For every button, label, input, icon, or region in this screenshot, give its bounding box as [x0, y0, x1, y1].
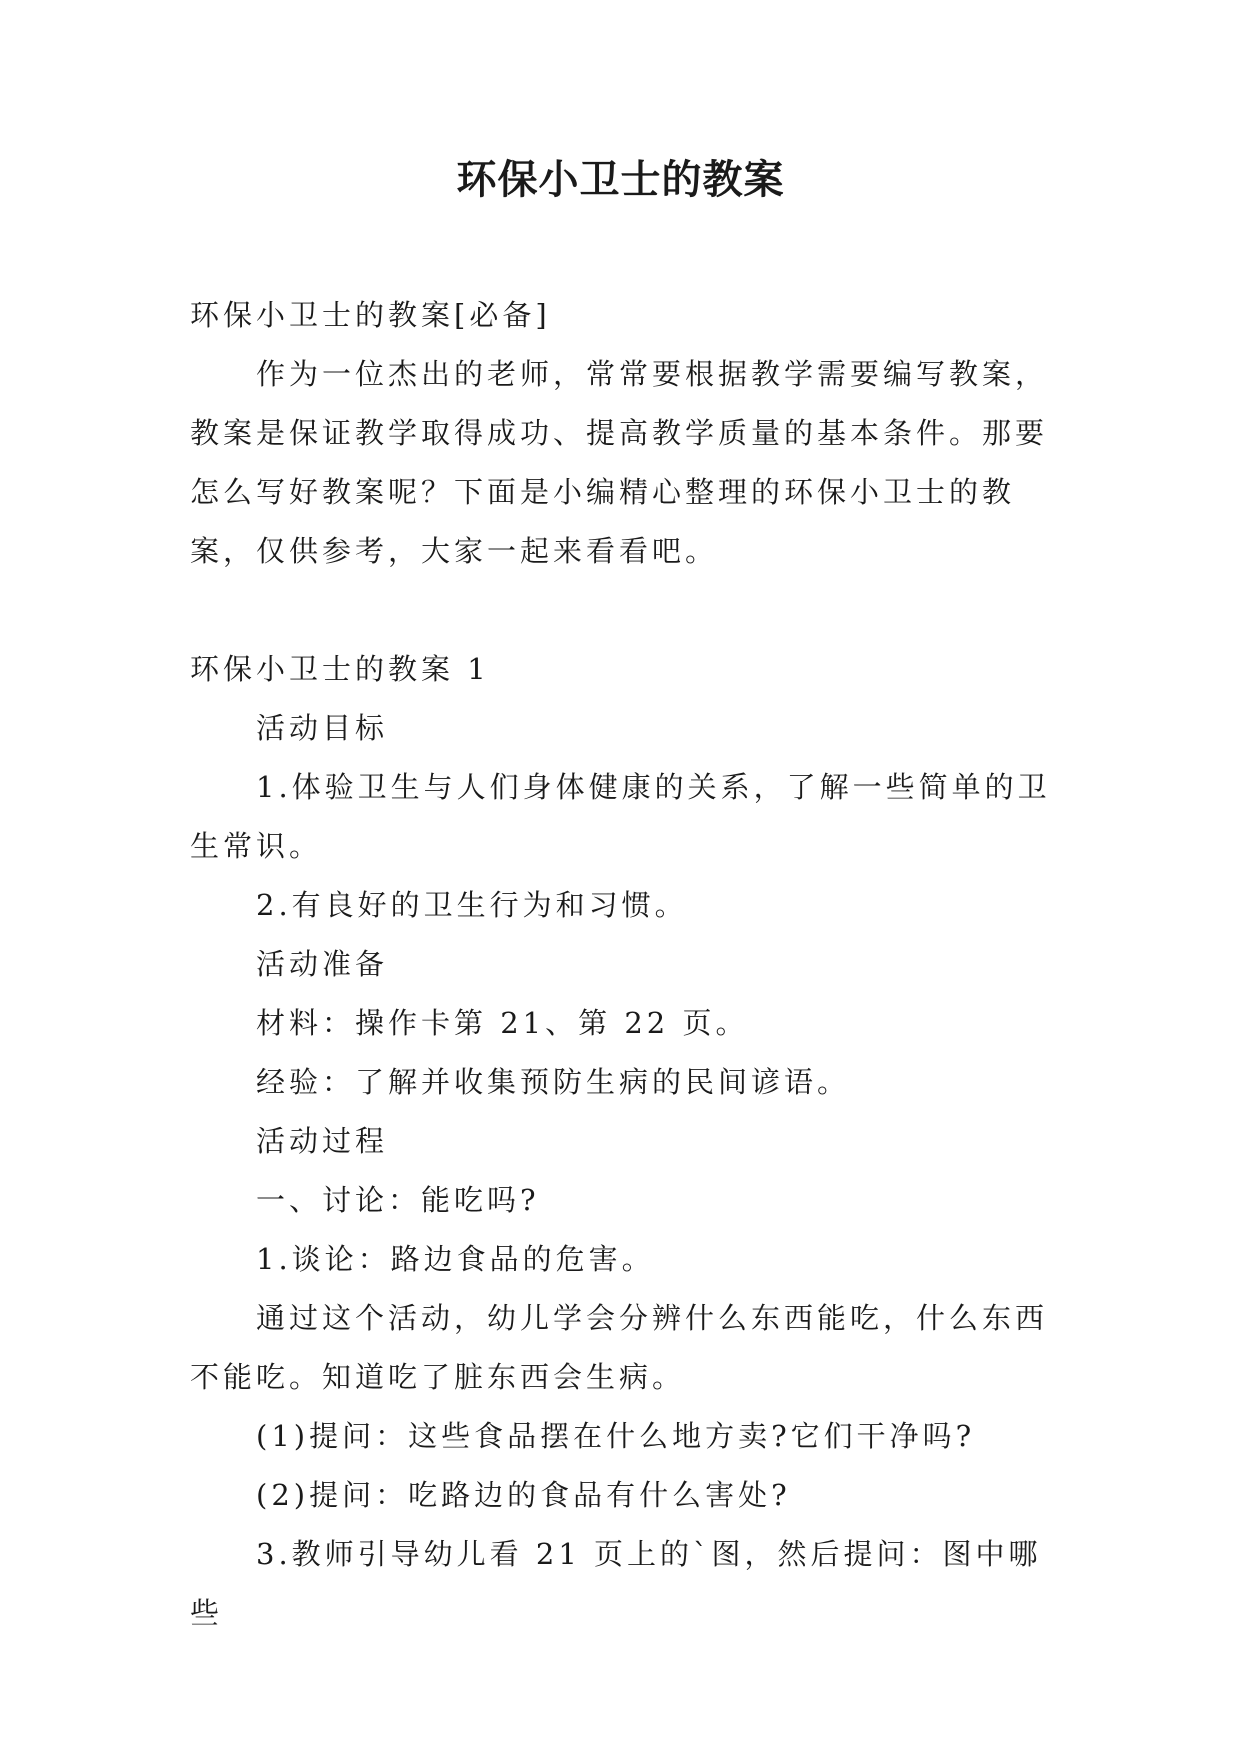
document-body — [190, 286, 1060, 1643]
paragraph: 活动准备 — [256, 947, 389, 981]
section-heading: 环保小卫士的教案 1 — [190, 652, 490, 686]
paragraph: 1.谈论：路边食品的危害。 — [256, 1242, 655, 1276]
intro-paragraph: 作为一位杰出的老师，常常要根据教学需要编写教案，教案是保证教学取得成功、提高教学质量的基本条件。那要怎么写好教案呢？下面是小编精心整理的环保小卫士的教案，仅供参考，大家一起来看看吧。 — [190, 357, 1049, 568]
paragraph: 一、讨论：能吃吗? — [256, 1183, 540, 1217]
document-subtitle: 环保小卫士的教案[必备] — [190, 298, 551, 332]
paragraph: 活动目标 — [256, 711, 389, 745]
paragraph: 经验：了解并收集预防生病的民间谚语。 — [256, 1065, 851, 1099]
paragraph: 1.体验卫生与人们身体健康的关系，了解一些简单的卫生常识。 — [190, 770, 1051, 863]
paragraph: 活动过程 — [256, 1124, 389, 1158]
paragraph: 2.有良好的卫生行为和习惯。 — [256, 888, 688, 922]
paragraph: 材料：操作卡第 21、第 22 页。 — [256, 1006, 749, 1040]
paragraph: (2)提问：吃路边的食品有什么害处? — [256, 1478, 791, 1512]
paragraph: (1)提问：这些食品摆在什么地方卖?它们干净吗? — [256, 1419, 976, 1453]
paragraph: 3.教师引导幼儿看 21 页上的`图，然后提问：图中哪些 — [190, 1537, 1042, 1630]
paragraph: 通过这个活动，幼儿学会分辨什么东西能吃，什么东西不能吃。知道吃了脏东西会生病。 — [190, 1301, 1049, 1394]
document-title: 环保小卫士的教案 — [456, 156, 785, 203]
